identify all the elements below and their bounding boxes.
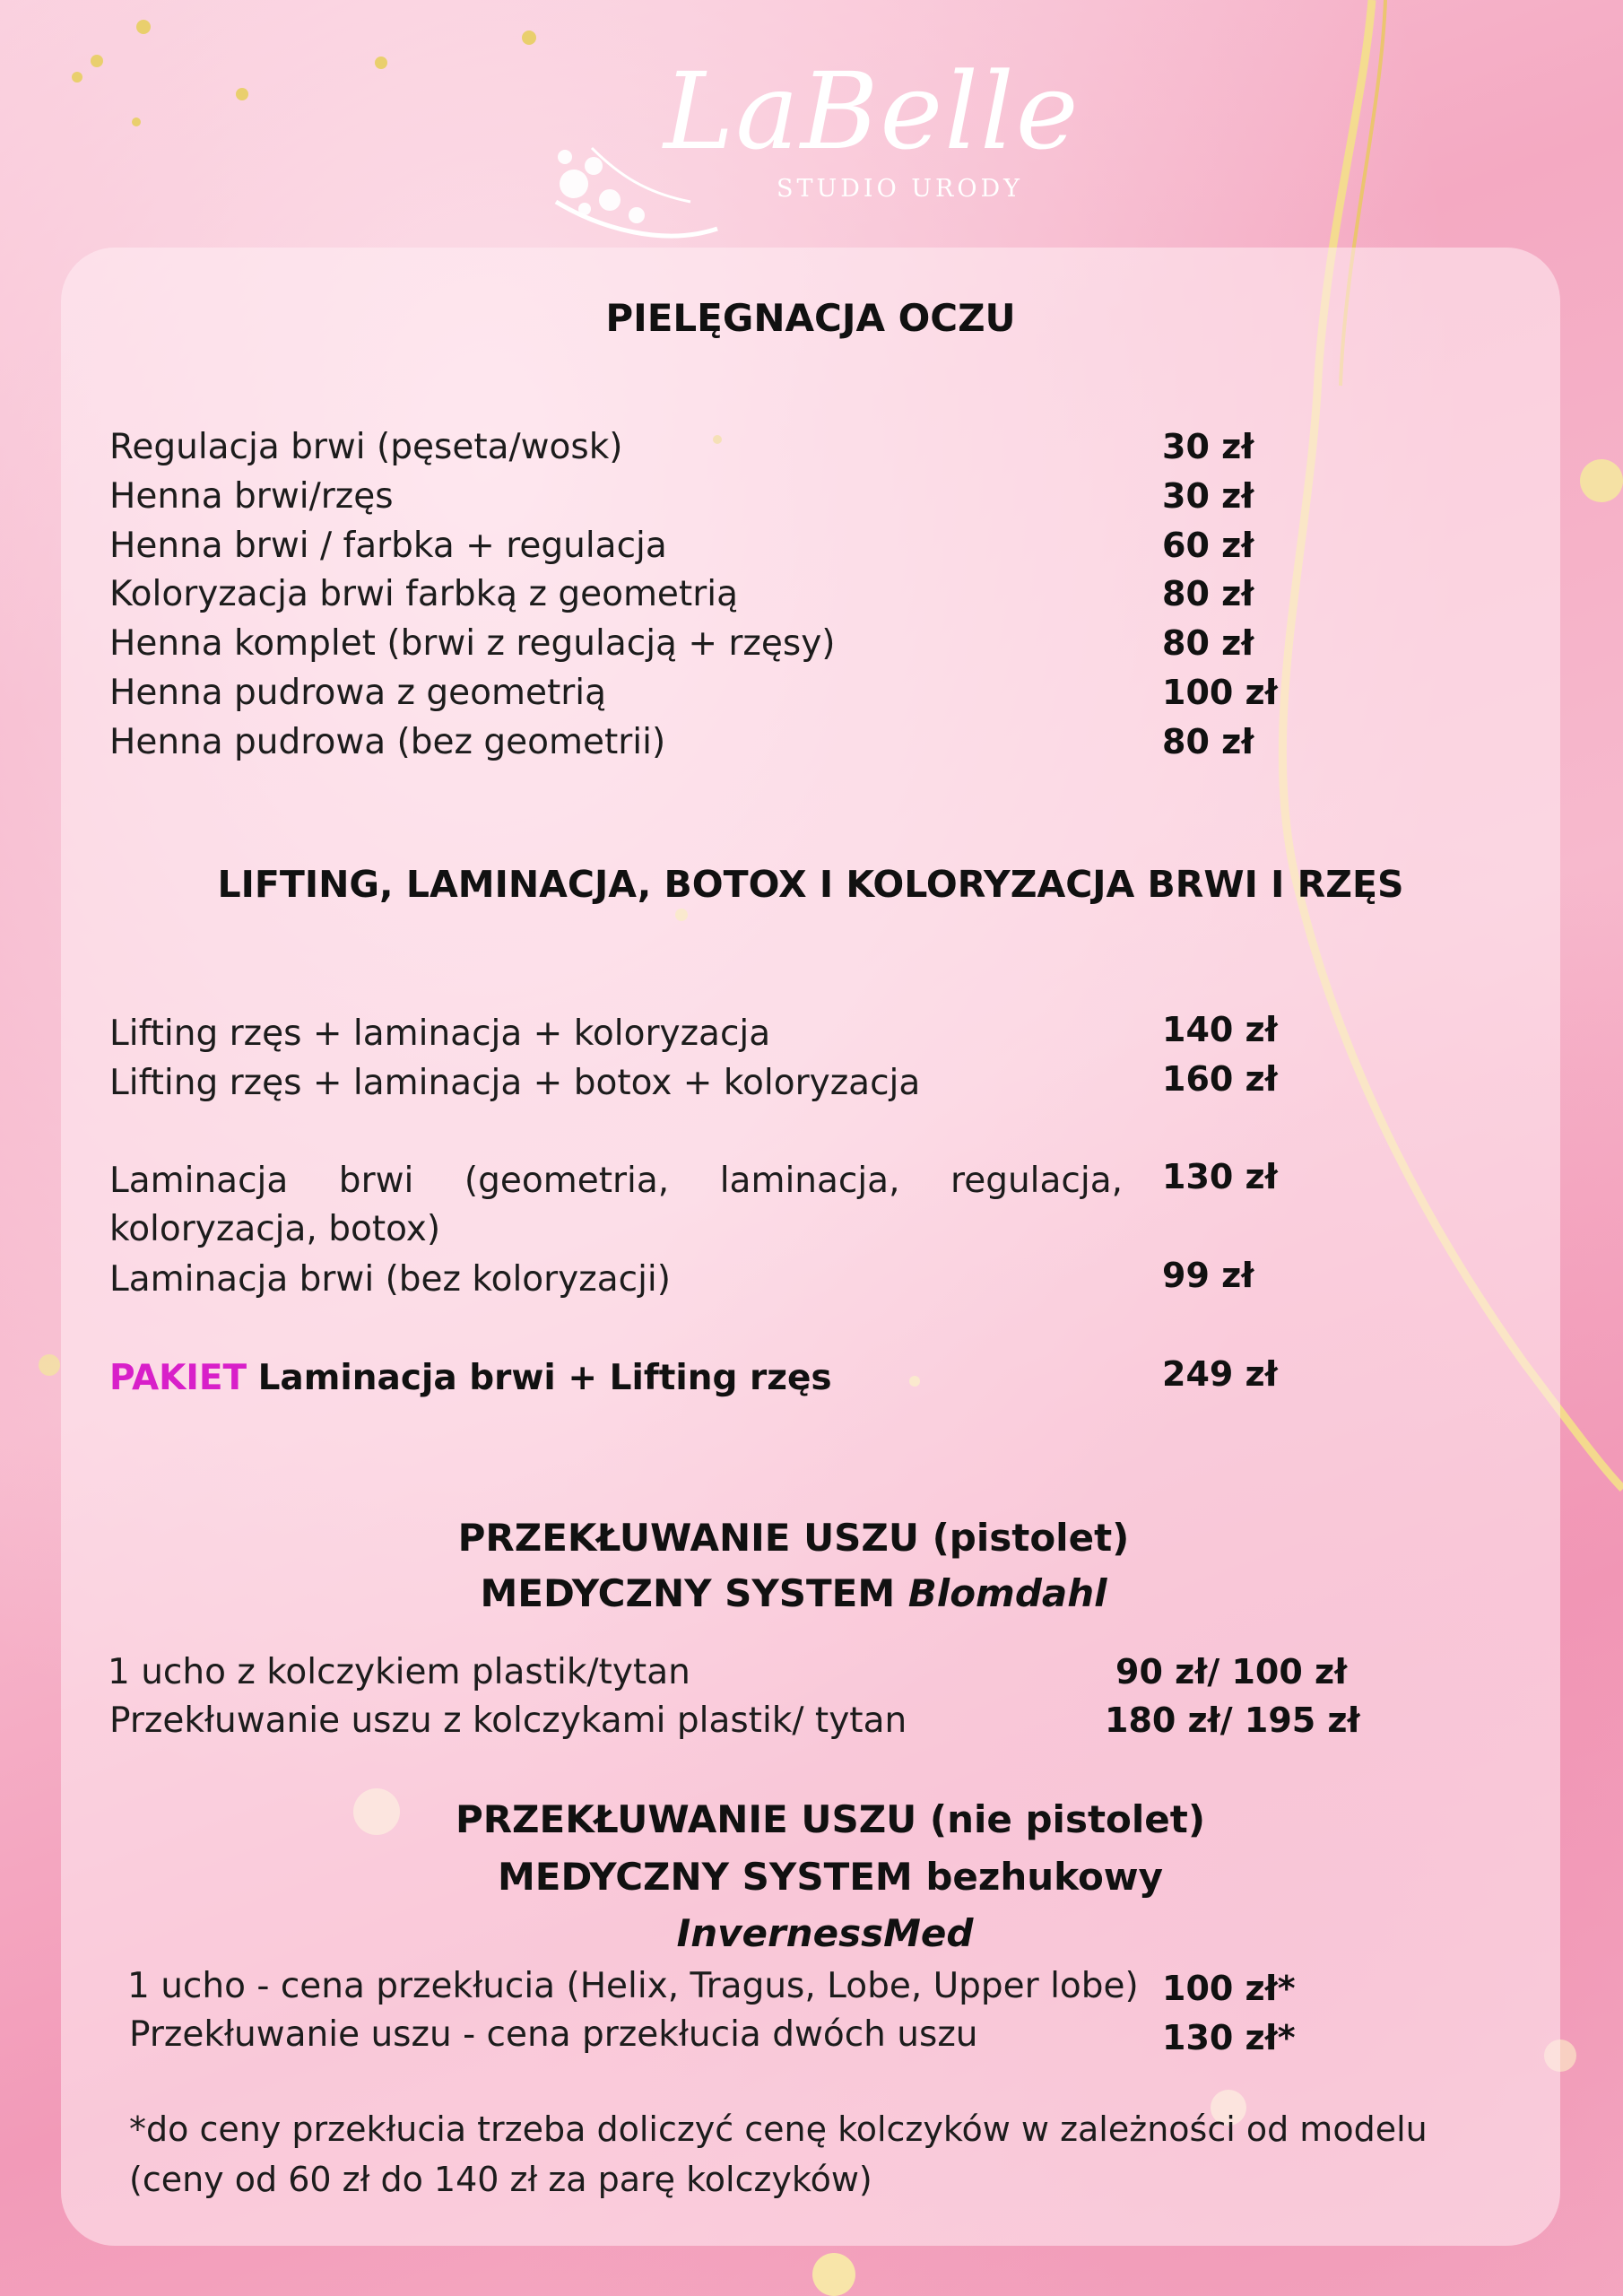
footnote: *do ceny przekłucia trzeba doliczyć cenę kolczyków w zależności od modelu <box>129 2109 1428 2149</box>
section-subtitle-blomdahl: MEDYCZNY SYSTEM Blomdahl <box>480 1571 1107 1615</box>
service-label: 1 ucho - cena przekłucia (Helix, Tragus, Lobe, Upper lobe) <box>127 1966 1139 2006</box>
service-price: 140 zł <box>1162 1010 1278 1049</box>
service-price: 30 zł <box>1162 476 1254 516</box>
service-price: 90 zł/ 100 zł <box>1115 1652 1348 1692</box>
service-label: Przekłuwanie uszu z kolczykami plastik/ tytan <box>109 1700 907 1741</box>
service-label: Henna pudrowa z geometrią <box>109 673 607 713</box>
brand-name: LaBelle <box>664 49 1081 173</box>
service-price: 80 zł <box>1162 623 1254 663</box>
service-price: 100 zł* <box>1162 1969 1296 2008</box>
service-price: 99 zł <box>1162 1256 1254 1295</box>
service-label: Koloryzacja brwi farbką z geometrią <box>109 574 738 614</box>
service-label: Laminacja brwi (geometria, laminacja, regulacja, koloryzacja, botox) <box>109 1161 1123 1249</box>
service-price: 80 zł <box>1162 574 1254 613</box>
package-tag: PAKIET <box>109 1358 247 1398</box>
system-brand-name: Blomdahl <box>907 1571 1107 1615</box>
service-label: Lifting rzęs + laminacja + botox + koloryzacja <box>109 1063 921 1103</box>
service-label: Henna brwi/rzęs <box>109 476 394 517</box>
service-label: Henna brwi / farbka + regulacja <box>109 526 667 566</box>
service-price: 130 zł* <box>1162 2018 1296 2057</box>
service-price: 130 zł <box>1162 1157 1278 1196</box>
section-subtitle-needle-system: MEDYCZNY SYSTEM bezhukowy <box>498 1855 1163 1899</box>
service-price: 80 zł <box>1162 722 1254 761</box>
service-label: 1 ucho z kolczykiem plastik/tytan <box>108 1652 690 1692</box>
package-offer <box>109 1358 832 1398</box>
service-label: Regulacja brwi (pęseta/wosk) <box>109 427 623 467</box>
service-price: 100 zł <box>1162 673 1278 712</box>
service-price: 180 zł/ 195 zł <box>1105 1700 1360 1740</box>
section-title-lifting: LIFTING, LAMINACJA, BOTOX I KOLORYZACJA BRWI I RZĘS <box>217 863 1404 906</box>
service-price: 60 zł <box>1162 526 1254 565</box>
service-price: 160 zł <box>1162 1059 1278 1099</box>
section-title-ear-piercing-needle: PRZEKŁUWANIE USZU (nie pistolet) <box>455 1797 1206 1841</box>
package-price: 249 zł <box>1162 1354 1278 1394</box>
system-brand-name: InvernessMed <box>676 1911 974 1955</box>
service-label: Henna pudrowa (bez geometrii) <box>109 722 666 762</box>
package-label: Laminacja brwi + Lifting rzęs <box>257 1358 832 1398</box>
footnote: (ceny od 60 zł do 140 zł za parę kolczyków) <box>129 2160 872 2199</box>
service-label: Laminacja brwi (bez koloryzacji) <box>109 1259 671 1300</box>
service-label: Henna komplet (brwi z regulacją + rzęsy) <box>109 623 836 664</box>
brand-logo <box>0 49 1623 211</box>
section-title-ear-piercing-gun: PRZEKŁUWANIE USZU (pistolet) <box>457 1516 1130 1560</box>
service-price: 30 zł <box>1162 427 1254 466</box>
service-label: Przekłuwanie uszu - cena przekłucia dwóch uszu <box>129 2014 978 2055</box>
section-title-eye-care: PIELĘGNACJA OCZU <box>605 296 1016 340</box>
service-label: Lifting rzęs + laminacja + koloryzacja <box>109 1013 771 1054</box>
brand-subtitle: STUDIO URODY <box>777 175 1023 203</box>
